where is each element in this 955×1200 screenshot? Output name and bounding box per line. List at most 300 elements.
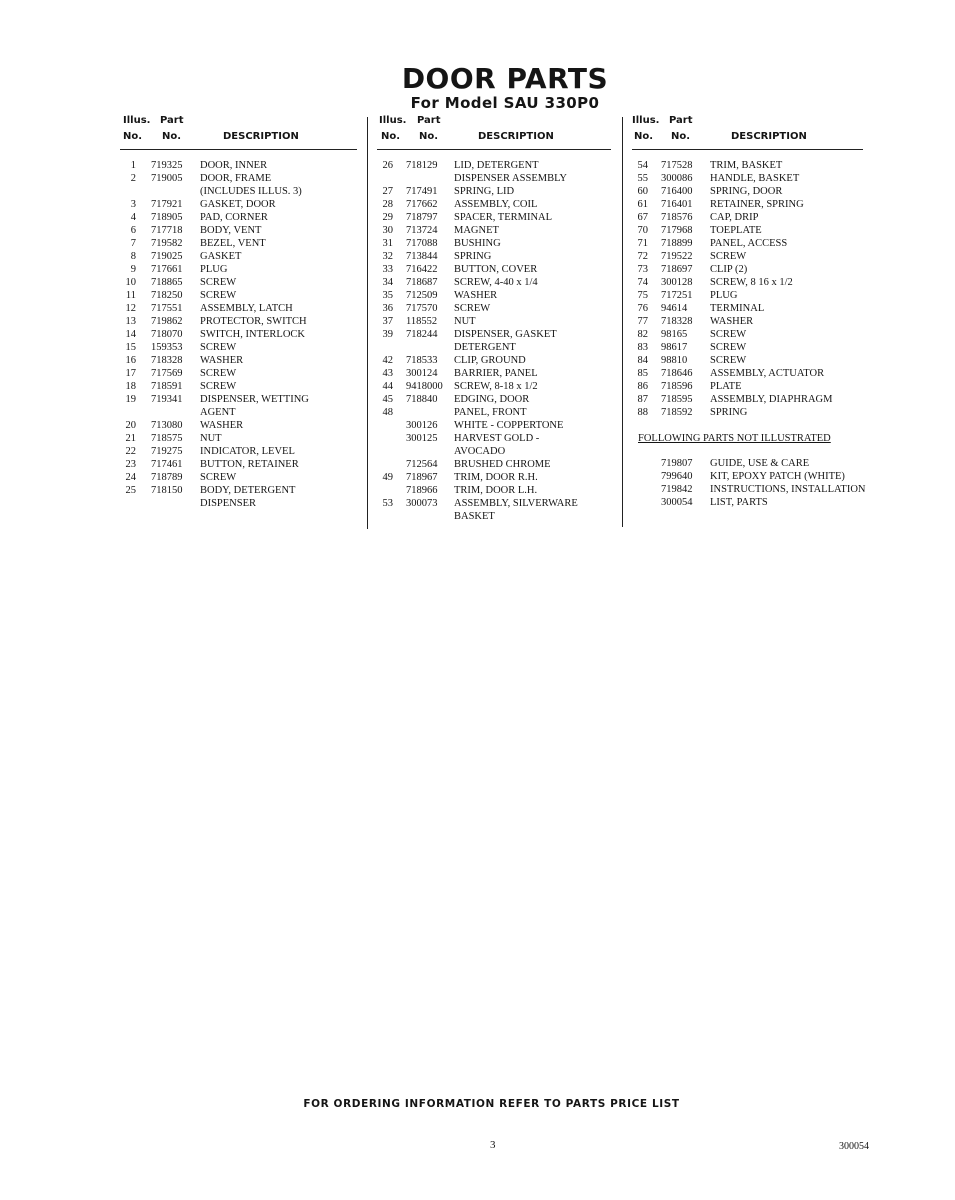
part-number: 719582: [151, 238, 183, 249]
parts-row: [377, 224, 611, 237]
part-description: HARVEST GOLD -: [454, 433, 540, 444]
ordering-footer: FOR ORDERING INFORMATION REFER TO PARTS PRICE LIST: [303, 1098, 680, 1110]
parts-row: [632, 328, 863, 341]
part-description: TRIM, BASKET: [710, 160, 783, 171]
part-number: 159353: [151, 342, 183, 353]
part-number: 118552: [406, 316, 438, 327]
illus-number: 88: [637, 407, 648, 418]
illus-number: 13: [125, 316, 136, 327]
part-description: BODY, VENT: [200, 225, 262, 236]
illus-number: 16: [125, 355, 136, 366]
illus-number: 72: [637, 251, 648, 262]
parts-row: [377, 484, 611, 497]
parts-row: [377, 497, 611, 510]
part-description: ASSEMBLY, SILVERWARE: [454, 498, 578, 509]
part-number: 718592: [661, 407, 693, 418]
part-number: 9418000: [406, 381, 443, 392]
illus-number: 48: [382, 407, 393, 418]
part-description: SCREW: [200, 277, 237, 288]
illus-number: 44: [382, 381, 393, 392]
part-number: 719807: [661, 458, 693, 469]
column-divider-left: [367, 117, 368, 529]
part-number: 718797: [406, 212, 438, 223]
parts-row: [120, 263, 357, 276]
illus-number: 86: [637, 381, 648, 392]
part-description: SCREW: [200, 342, 237, 353]
illus-number: 55: [637, 173, 648, 184]
parts-row: [377, 406, 611, 419]
part-description: GUIDE, USE & CARE: [710, 458, 810, 469]
parts-row: [120, 172, 357, 185]
parts-row: [120, 341, 357, 354]
document-number: 300054: [839, 1141, 869, 1152]
parts-row: [632, 198, 863, 211]
parts-row: [120, 497, 357, 510]
parts-row: [377, 198, 611, 211]
illus-number: 76: [637, 303, 648, 314]
parts-list: [120, 159, 357, 510]
parts-list: [632, 159, 863, 419]
parts-row: [377, 328, 611, 341]
parts-list: [377, 159, 611, 523]
parts-row: [120, 458, 357, 471]
parts-row: [120, 393, 357, 406]
parts-row: [120, 406, 357, 419]
part-number: 98165: [661, 329, 688, 340]
part-number: 717718: [151, 225, 183, 236]
part-number: 717921: [151, 199, 183, 210]
part-description: BARRIER, PANEL: [454, 368, 538, 379]
part-number: 718150: [151, 485, 183, 496]
header-part-no: No.: [419, 131, 439, 142]
part-number: 718575: [151, 433, 183, 444]
part-description: BASKET: [454, 511, 495, 522]
column-header: [377, 113, 611, 150]
part-description: LIST, PARTS: [710, 497, 768, 508]
parts-row: [120, 185, 357, 198]
part-description: BUSHING: [454, 238, 501, 249]
part-description: BODY, DETERGENT: [200, 485, 296, 496]
parts-row: [377, 354, 611, 367]
part-description: SCREW: [710, 251, 747, 262]
illus-number: 2: [130, 173, 136, 184]
parts-row: [632, 367, 863, 380]
parts-row: [377, 185, 611, 198]
header-part: Part: [160, 115, 184, 126]
part-description: KIT, EPOXY PATCH (WHITE): [710, 471, 845, 482]
part-number: 718905: [151, 212, 183, 223]
part-description: TOEPLATE: [710, 225, 762, 236]
parts-row: [632, 393, 863, 406]
part-description: SCREW: [200, 381, 237, 392]
parts-row: [632, 496, 863, 509]
part-number: 718328: [661, 316, 693, 327]
parts-row: [632, 302, 863, 315]
part-description: SCREW: [710, 355, 747, 366]
parts-row: [377, 471, 611, 484]
part-number: 716400: [661, 186, 693, 197]
part-number: 718244: [406, 329, 438, 340]
illus-number: 33: [382, 264, 393, 275]
part-description: PLUG: [200, 264, 228, 275]
illus-number: 19: [125, 394, 136, 405]
illus-number: 30: [382, 225, 393, 236]
part-description: CLIP, GROUND: [454, 355, 526, 366]
parts-row: [120, 289, 357, 302]
illus-number: 84: [637, 355, 648, 366]
parts-row: [377, 341, 611, 354]
part-description: SCREW: [200, 290, 237, 301]
parts-row: [632, 483, 866, 496]
part-number: 300054: [661, 497, 693, 508]
parts-row: [377, 289, 611, 302]
parts-row: [377, 315, 611, 328]
page-number: 3: [490, 1139, 496, 1151]
part-number: 300126: [406, 420, 438, 431]
header-illus: Illus.: [632, 115, 660, 126]
part-description: NUT: [200, 433, 222, 444]
part-description: DOOR, FRAME: [200, 173, 272, 184]
parts-column-2: [377, 113, 611, 523]
part-number: 98810: [661, 355, 688, 366]
illus-number: 34: [382, 277, 393, 288]
parts-row: [120, 484, 357, 497]
parts-row: [632, 237, 863, 250]
parts-row: [377, 250, 611, 263]
part-number: 717528: [661, 160, 693, 171]
parts-row: [632, 185, 863, 198]
not-illustrated-label: FOLLOWING PARTS NOT ILLUSTRATED: [638, 433, 831, 444]
parts-row: [120, 276, 357, 289]
part-description: LID, DETERGENT: [454, 160, 539, 171]
part-number: 719862: [151, 316, 183, 327]
part-number: 717570: [406, 303, 438, 314]
part-number: 718129: [406, 160, 438, 171]
parts-row: [632, 172, 863, 185]
part-description: RETAINER, SPRING: [710, 199, 804, 210]
parts-row: [120, 159, 357, 172]
illus-number: 77: [637, 316, 648, 327]
part-description: SCREW, 8-18 x 1/2: [454, 381, 538, 392]
parts-row: [632, 406, 863, 419]
parts-row: [120, 432, 357, 445]
part-description: DISPENSER, WETTING: [200, 394, 309, 405]
part-description: WASHER: [200, 420, 244, 431]
column-divider-right: [622, 117, 623, 527]
part-number: 719025: [151, 251, 183, 262]
part-description: BUTTON, COVER: [454, 264, 538, 275]
parts-row: [120, 380, 357, 393]
parts-row: [120, 445, 357, 458]
parts-row: [120, 328, 357, 341]
part-number: 717251: [661, 290, 693, 301]
parts-column-3: [632, 113, 866, 509]
parts-row: [632, 289, 863, 302]
part-number: 719341: [151, 394, 183, 405]
illus-number: 73: [637, 264, 648, 275]
parts-row: [632, 250, 863, 263]
part-number: 717551: [151, 303, 183, 314]
parts-row: [377, 211, 611, 224]
part-description: WHITE - COPPERTONE: [454, 420, 564, 431]
part-description: (INCLUDES ILLUS. 3): [200, 186, 302, 197]
parts-row: [632, 263, 863, 276]
part-description: PANEL, ACCESS: [710, 238, 788, 249]
illus-number: 45: [382, 394, 393, 405]
part-description: DISPENSER, GASKET: [454, 329, 557, 340]
illus-number: 42: [382, 355, 393, 366]
part-description: SCREW: [200, 368, 237, 379]
part-description: PANEL, FRONT: [454, 407, 527, 418]
illus-number: 49: [382, 472, 393, 483]
header-part-no: No.: [162, 131, 182, 142]
not-illustrated-list: [632, 457, 866, 509]
parts-row: [632, 354, 863, 367]
illus-number: 27: [382, 186, 393, 197]
parts-row: [120, 302, 357, 315]
part-number: 718967: [406, 472, 438, 483]
parts-row: [120, 471, 357, 484]
part-number: 300086: [661, 173, 693, 184]
illus-number: 39: [382, 329, 393, 340]
illus-number: 9: [130, 264, 136, 275]
part-number: 718250: [151, 290, 183, 301]
part-description: BUTTON, RETAINER: [200, 459, 299, 470]
illus-number: 12: [125, 303, 136, 314]
illus-number: 23: [125, 459, 136, 470]
not-illustrated-heading: [632, 432, 863, 445]
part-description: GASKET, DOOR: [200, 199, 276, 210]
illus-number: 1: [130, 160, 136, 171]
part-description: SCREW: [710, 342, 747, 353]
part-number: 717662: [406, 199, 438, 210]
part-number: 718576: [661, 212, 693, 223]
illus-number: 61: [637, 199, 648, 210]
illus-number: 10: [125, 277, 136, 288]
illus-number: 25: [125, 485, 136, 496]
part-number: 712564: [406, 459, 438, 470]
parts-row: [632, 159, 863, 172]
part-description: ASSEMBLY, ACTUATOR: [710, 368, 825, 379]
part-number: 717088: [406, 238, 438, 249]
part-number: 719522: [661, 251, 693, 262]
page-title: DOOR PARTS: [401, 62, 609, 95]
part-number: 718591: [151, 381, 183, 392]
illus-number: 11: [125, 290, 136, 301]
illus-number: 35: [382, 290, 393, 301]
illus-number: 17: [125, 368, 136, 379]
part-description: TRIM, DOOR R.H.: [454, 472, 538, 483]
illus-number: 31: [382, 238, 393, 249]
parts-row: [632, 211, 863, 224]
part-number: 718596: [661, 381, 693, 392]
part-description: SWITCH, INTERLOCK: [200, 329, 305, 340]
illus-number: 85: [637, 368, 648, 379]
column-header: [632, 113, 863, 150]
part-description: EDGING, DOOR: [454, 394, 530, 405]
part-number: 300128: [661, 277, 693, 288]
part-description: TRIM, DOOR L.H.: [454, 485, 538, 496]
part-description: HANDLE, BASKET: [710, 173, 800, 184]
illus-number: 71: [637, 238, 648, 249]
part-description: INSTRUCTIONS, INSTALLATION: [710, 484, 866, 495]
part-number: 719275: [151, 446, 183, 457]
illus-number: 75: [637, 290, 648, 301]
parts-row: [120, 315, 357, 328]
header-description: DESCRIPTION: [223, 131, 299, 142]
part-number: 718533: [406, 355, 438, 366]
part-description: GASKET: [200, 251, 242, 262]
part-number: 713844: [406, 251, 438, 262]
header-part: Part: [417, 115, 441, 126]
header-description: DESCRIPTION: [731, 131, 807, 142]
part-description: WASHER: [200, 355, 244, 366]
parts-row: [377, 432, 611, 445]
parts-row: [120, 224, 357, 237]
header-no: No.: [634, 131, 654, 142]
parts-row: [377, 445, 611, 458]
illus-number: 7: [130, 238, 136, 249]
parts-row: [377, 276, 611, 289]
part-number: 718899: [661, 238, 693, 249]
illus-number: 36: [382, 303, 393, 314]
parts-row: [632, 380, 863, 393]
column-header: [120, 113, 357, 150]
part-description: SPRING: [454, 251, 492, 262]
parts-row: [377, 237, 611, 250]
part-description: CAP, DRIP: [710, 212, 759, 223]
part-description: AVOCADO: [454, 446, 506, 457]
illus-number: 29: [382, 212, 393, 223]
part-description: SPRING, DOOR: [710, 186, 783, 197]
part-description: TERMINAL: [710, 303, 765, 314]
illus-number: 37: [382, 316, 393, 327]
part-description: DOOR, INNER: [200, 160, 268, 171]
part-description: SCREW: [200, 472, 237, 483]
part-number: 718646: [661, 368, 693, 379]
part-description: BEZEL, VENT: [200, 238, 266, 249]
illus-number: 74: [637, 277, 648, 288]
illus-number: 67: [637, 212, 648, 223]
part-number: 717491: [406, 186, 438, 197]
parts-row: [632, 315, 863, 328]
part-number: 718789: [151, 472, 183, 483]
parts-row: [377, 380, 611, 393]
parts-row: [377, 367, 611, 380]
part-number: 300073: [406, 498, 438, 509]
parts-row: [377, 393, 611, 406]
part-description: ASSEMBLY, COIL: [454, 199, 538, 210]
parts-row: [377, 510, 611, 523]
parts-row: [377, 458, 611, 471]
header-no: No.: [123, 131, 143, 142]
illus-number: 54: [637, 160, 648, 171]
part-number: 94614: [661, 303, 688, 314]
parts-row: [377, 302, 611, 315]
part-number: 717661: [151, 264, 183, 275]
illus-number: 22: [125, 446, 136, 457]
header-part-no: No.: [671, 131, 691, 142]
parts-row: [632, 276, 863, 289]
illus-number: 28: [382, 199, 393, 210]
part-number: 718840: [406, 394, 438, 405]
illus-number: 21: [125, 433, 136, 444]
part-description: WASHER: [710, 316, 754, 327]
part-description: DETERGENT: [454, 342, 516, 353]
parts-row: [120, 367, 357, 380]
part-number: 799640: [661, 471, 693, 482]
part-number: 300125: [406, 433, 438, 444]
part-description: DISPENSER: [200, 498, 257, 509]
parts-row: [632, 470, 863, 483]
illus-number: 18: [125, 381, 136, 392]
illus-number: 53: [382, 498, 393, 509]
part-description: SPRING, LID: [454, 186, 515, 197]
part-number: 716422: [406, 264, 438, 275]
illus-number: 60: [637, 186, 648, 197]
part-number: 719005: [151, 173, 183, 184]
part-number: 713724: [406, 225, 438, 236]
parts-row: [377, 172, 611, 185]
parts-row: [120, 237, 357, 250]
parts-row: [377, 263, 611, 276]
illus-number: 43: [382, 368, 393, 379]
parts-row: [120, 354, 357, 367]
parts-row: [632, 457, 863, 470]
part-description: AGENT: [200, 407, 236, 418]
parts-row: [120, 250, 357, 263]
illus-number: 87: [637, 394, 648, 405]
illus-number: 70: [637, 225, 648, 236]
part-description: ASSEMBLY, DIAPHRAGM: [710, 394, 833, 405]
part-description: SPACER, TERMINAL: [454, 212, 553, 223]
part-number: 98617: [661, 342, 688, 353]
part-description: PLATE: [710, 381, 742, 392]
header-illus: Illus.: [379, 115, 407, 126]
part-number: 718865: [151, 277, 183, 288]
part-description: NUT: [454, 316, 476, 327]
part-description: WASHER: [454, 290, 498, 301]
part-description: BRUSHED CHROME: [454, 459, 551, 470]
part-number: 718595: [661, 394, 693, 405]
header-no: No.: [381, 131, 401, 142]
part-number: 717569: [151, 368, 183, 379]
part-description: MAGNET: [454, 225, 499, 236]
part-number: 719325: [151, 160, 183, 171]
parts-row: [120, 419, 357, 432]
part-number: 712509: [406, 290, 438, 301]
header-part: Part: [669, 115, 693, 126]
part-number: 718070: [151, 329, 183, 340]
parts-row: [377, 159, 611, 172]
header-description: DESCRIPTION: [478, 131, 554, 142]
illus-number: 14: [125, 329, 136, 340]
part-number: 717461: [151, 459, 183, 470]
illus-number: 15: [125, 342, 136, 353]
part-number: 718697: [661, 264, 693, 275]
parts-row: [377, 419, 611, 432]
part-description: SCREW: [454, 303, 491, 314]
illus-number: 83: [637, 342, 648, 353]
illus-number: 20: [125, 420, 136, 431]
part-description: SCREW: [710, 329, 747, 340]
part-description: ASSEMBLY, LATCH: [200, 303, 293, 314]
illus-number: 3: [130, 199, 136, 210]
part-description: SPRING: [710, 407, 748, 418]
illus-number: 32: [382, 251, 393, 262]
parts-row: [632, 224, 863, 237]
part-description: PLUG: [710, 290, 738, 301]
